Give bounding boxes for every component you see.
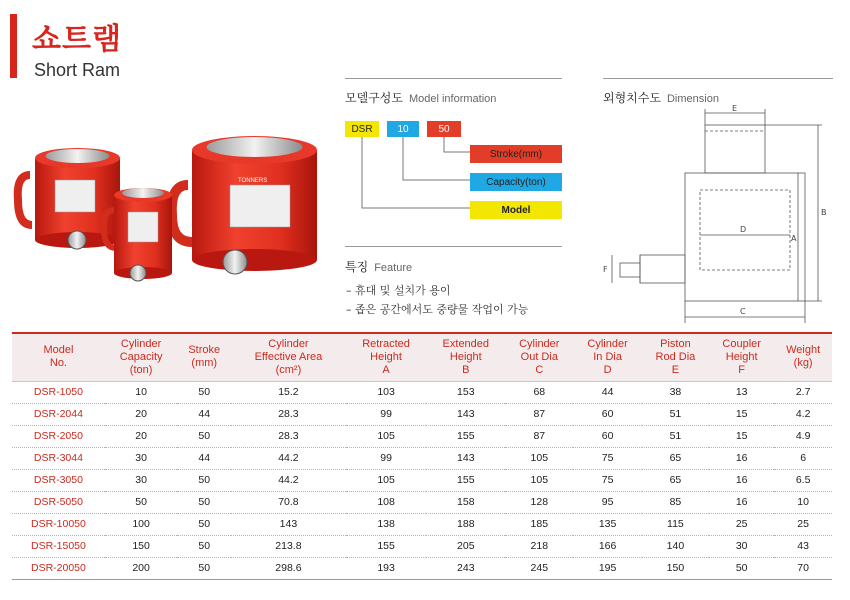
table-cell: 15 bbox=[709, 425, 774, 447]
table-cell: 105 bbox=[505, 447, 573, 469]
table-cell: 44.2 bbox=[231, 447, 346, 469]
table-cell: 25 bbox=[774, 513, 832, 535]
table-cell: 65 bbox=[642, 469, 709, 491]
cylinder-large bbox=[172, 136, 317, 274]
table-cell: 10 bbox=[105, 381, 177, 403]
table-cell: 195 bbox=[573, 557, 641, 579]
label-model: Model bbox=[470, 201, 562, 219]
table-cell: 87 bbox=[505, 403, 573, 425]
table-cell: 115 bbox=[642, 513, 709, 535]
dim-label-e: E bbox=[732, 105, 738, 113]
table-cell: 44 bbox=[573, 381, 641, 403]
table-cell: 28.3 bbox=[231, 403, 346, 425]
column-header: Cylinder Effective Area (cm²) bbox=[231, 333, 346, 381]
table-cell: 188 bbox=[426, 513, 505, 535]
model-number-cell: DSR-5050 bbox=[12, 491, 105, 513]
table-body bbox=[12, 381, 832, 579]
model-number-cell: DSR-10050 bbox=[12, 513, 105, 535]
title-accent-bar bbox=[10, 14, 17, 78]
table-cell: 50 bbox=[709, 557, 774, 579]
table-cell: 245 bbox=[505, 557, 573, 579]
table-row bbox=[12, 425, 832, 447]
table-cell: 75 bbox=[573, 469, 641, 491]
dimension-title: 외형치수도 Dimension bbox=[603, 91, 719, 105]
table-cell: 4.9 bbox=[774, 425, 832, 447]
table-row bbox=[12, 557, 832, 579]
table-cell: 200 bbox=[105, 557, 177, 579]
table-cell: 51 bbox=[642, 425, 709, 447]
column-header: Cylinder Capacity (ton) bbox=[105, 333, 177, 381]
table-cell: 70.8 bbox=[231, 491, 346, 513]
spec-table bbox=[12, 332, 832, 580]
table-row bbox=[12, 447, 832, 469]
table-cell: 50 bbox=[105, 491, 177, 513]
table-cell: 6 bbox=[774, 447, 832, 469]
model-number-cell: DSR-3044 bbox=[12, 447, 105, 469]
table-cell: 193 bbox=[346, 557, 427, 579]
table-cell: 30 bbox=[105, 469, 177, 491]
column-header: Stroke (mm) bbox=[177, 333, 231, 381]
table-cell: 16 bbox=[709, 469, 774, 491]
dim-label-c: C bbox=[740, 307, 746, 316]
table-cell: 44.2 bbox=[231, 469, 346, 491]
table-cell: 166 bbox=[573, 535, 641, 557]
label-stroke: Stroke(mm) bbox=[470, 145, 562, 163]
column-header: Cylinder Out Dia C bbox=[505, 333, 573, 381]
table-cell: 100 bbox=[105, 513, 177, 535]
table-cell: 105 bbox=[505, 469, 573, 491]
table-cell: 25 bbox=[709, 513, 774, 535]
table-cell: 4.2 bbox=[774, 403, 832, 425]
code-model: DSR bbox=[345, 121, 379, 137]
table-cell: 20 bbox=[105, 403, 177, 425]
table-cell: 30 bbox=[709, 535, 774, 557]
table-row bbox=[12, 491, 832, 513]
table-cell: 153 bbox=[426, 381, 505, 403]
model-number-cell: DSR-1050 bbox=[12, 381, 105, 403]
table-row bbox=[12, 469, 832, 491]
table-cell: 10 bbox=[774, 491, 832, 513]
table-row bbox=[12, 535, 832, 557]
model-info-title: 모델구성도 Model information bbox=[345, 91, 497, 105]
dim-label-d: D bbox=[740, 225, 747, 234]
table-cell: 108 bbox=[346, 491, 427, 513]
table-cell: 50 bbox=[177, 535, 231, 557]
column-header: Piston Rod Dia E bbox=[642, 333, 709, 381]
table-cell: 218 bbox=[505, 535, 573, 557]
dim-label-a: A bbox=[791, 234, 797, 243]
table-cell: 50 bbox=[177, 491, 231, 513]
table-cell: 13 bbox=[709, 381, 774, 403]
model-number-cell: DSR-20050 bbox=[12, 557, 105, 579]
column-header: Cylinder In Dia D bbox=[573, 333, 641, 381]
product-photo bbox=[10, 130, 330, 290]
table-cell: 99 bbox=[346, 447, 427, 469]
dim-label-f: F bbox=[603, 265, 608, 274]
table-cell: 16 bbox=[709, 491, 774, 513]
model-number-cell: DSR-3050 bbox=[12, 469, 105, 491]
table-cell: 298.6 bbox=[231, 557, 346, 579]
table-cell: 143 bbox=[231, 513, 346, 535]
dimension-drawing bbox=[600, 105, 840, 330]
table-cell: 155 bbox=[426, 425, 505, 447]
model-info-divider bbox=[345, 78, 562, 79]
table-cell: 143 bbox=[426, 403, 505, 425]
table-cell: 50 bbox=[177, 469, 231, 491]
table-cell: 43 bbox=[774, 535, 832, 557]
table-cell: 75 bbox=[573, 447, 641, 469]
table-cell: 50 bbox=[177, 513, 231, 535]
table-cell: 103 bbox=[346, 381, 427, 403]
table-cell: 60 bbox=[573, 403, 641, 425]
table-row bbox=[12, 403, 832, 425]
table-cell: 44 bbox=[177, 447, 231, 469]
table-cell: 50 bbox=[177, 425, 231, 447]
column-header: Coupler Height F bbox=[709, 333, 774, 381]
table-cell: 105 bbox=[346, 469, 427, 491]
page-subtitle: Short Ram bbox=[34, 60, 121, 80]
brand-label: TONNERS bbox=[238, 178, 268, 184]
column-header: Weight (kg) bbox=[774, 333, 832, 381]
table-cell: 70 bbox=[774, 557, 832, 579]
label-capacity: Capacity(ton) bbox=[470, 173, 562, 191]
table-header-row bbox=[12, 333, 832, 381]
table-cell: 143 bbox=[426, 447, 505, 469]
table-cell: 213.8 bbox=[231, 535, 346, 557]
page-title: 쇼트램 bbox=[32, 22, 122, 57]
table-cell: 68 bbox=[505, 381, 573, 403]
feature-item: – 좁은 공간에서도 중량물 작업이 가능 bbox=[346, 303, 529, 316]
table-cell: 2.7 bbox=[774, 381, 832, 403]
table-cell: 158 bbox=[426, 491, 505, 513]
table-cell: 30 bbox=[105, 447, 177, 469]
table-cell: 44 bbox=[177, 403, 231, 425]
column-header: Extended Height B bbox=[426, 333, 505, 381]
table-cell: 105 bbox=[346, 425, 427, 447]
table-cell: 28.3 bbox=[231, 425, 346, 447]
feature-divider bbox=[345, 246, 562, 247]
table-cell: 20 bbox=[105, 425, 177, 447]
table-cell: 50 bbox=[177, 381, 231, 403]
table-cell: 16 bbox=[709, 447, 774, 469]
dim-label-b: B bbox=[821, 208, 827, 217]
table-row bbox=[12, 513, 832, 535]
feature-title: 특징 Feature bbox=[345, 260, 413, 274]
dimension-divider bbox=[603, 78, 833, 79]
code-stroke: 50 bbox=[427, 121, 461, 137]
column-header: Model No. bbox=[12, 333, 105, 381]
model-number-cell: DSR-2050 bbox=[12, 425, 105, 447]
table-cell: 99 bbox=[346, 403, 427, 425]
table-cell: 243 bbox=[426, 557, 505, 579]
table-cell: 138 bbox=[346, 513, 427, 535]
table-cell: 60 bbox=[573, 425, 641, 447]
model-number-cell: DSR-2044 bbox=[12, 403, 105, 425]
table-cell: 15.2 bbox=[231, 381, 346, 403]
feature-item: – 휴대 및 설치가 용이 bbox=[346, 284, 451, 297]
table-cell: 185 bbox=[505, 513, 573, 535]
table-cell: 6.5 bbox=[774, 469, 832, 491]
table-cell: 15 bbox=[709, 403, 774, 425]
model-number-cell: DSR-15050 bbox=[12, 535, 105, 557]
table-cell: 38 bbox=[642, 381, 709, 403]
table-cell: 95 bbox=[573, 491, 641, 513]
table-cell: 150 bbox=[105, 535, 177, 557]
table-cell: 150 bbox=[642, 557, 709, 579]
table-cell: 140 bbox=[642, 535, 709, 557]
table-cell: 65 bbox=[642, 447, 709, 469]
table-cell: 155 bbox=[426, 469, 505, 491]
table-cell: 135 bbox=[573, 513, 641, 535]
table-cell: 87 bbox=[505, 425, 573, 447]
code-capacity: 10 bbox=[387, 121, 419, 137]
table-cell: 155 bbox=[346, 535, 427, 557]
table-cell: 50 bbox=[177, 557, 231, 579]
table-cell: 85 bbox=[642, 491, 709, 513]
table-cell: 205 bbox=[426, 535, 505, 557]
table-row bbox=[12, 381, 832, 403]
table-cell: 128 bbox=[505, 491, 573, 513]
column-header: Retracted Height A bbox=[346, 333, 427, 381]
table-cell: 51 bbox=[642, 403, 709, 425]
